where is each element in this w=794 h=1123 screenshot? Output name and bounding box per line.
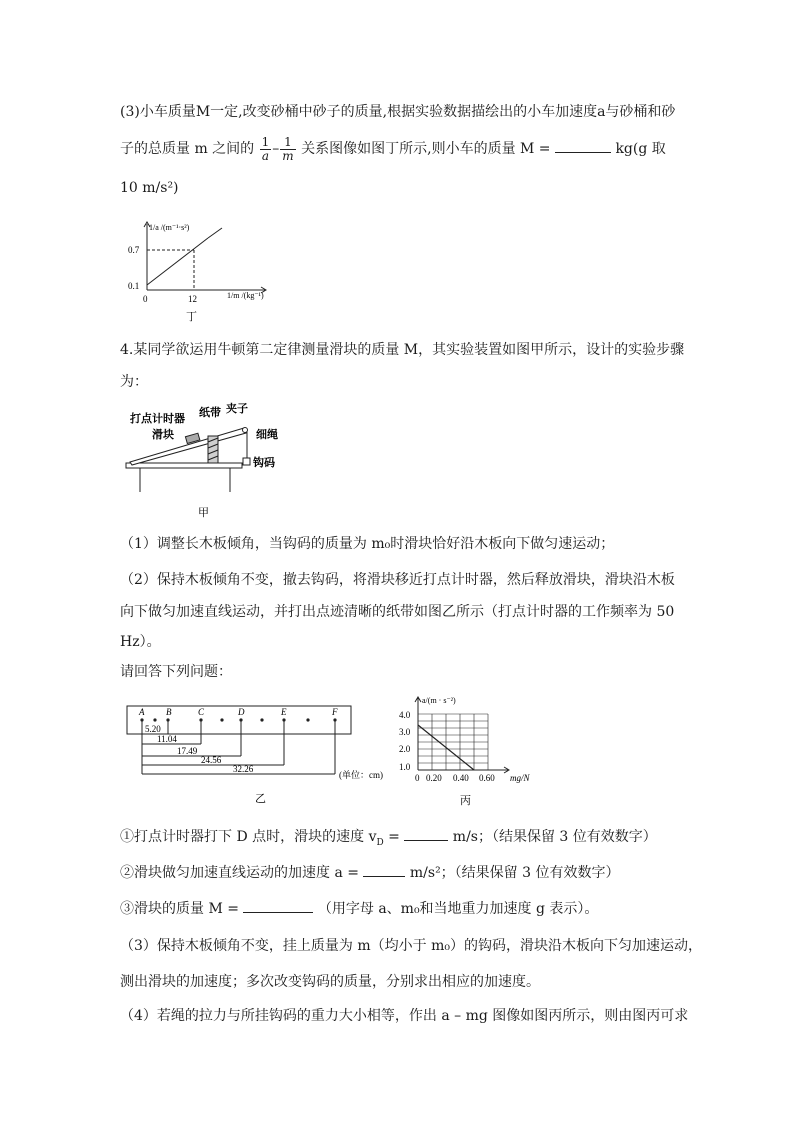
dist-label-17.49: 17.49 <box>177 746 198 756</box>
unit-label: (单位：cm) <box>339 770 383 780</box>
point-B: B <box>166 707 172 717</box>
q3-line2 <box>120 132 666 166</box>
fraction-1-over-a: $\frac{1}{a}$ <box>261 134 270 163</box>
dist-label-24.56: 24.56 <box>201 755 222 765</box>
dist-label-5.20: 5.20 <box>145 724 161 734</box>
hook-weight <box>243 458 250 465</box>
answer-2-text: ②滑块做匀加速直线运动的加速度 a = <box>120 865 359 881</box>
ding-caption: 丁 <box>186 311 197 323</box>
answer-1-eq: = <box>383 829 400 845</box>
bing-xtick-0.40: 0.40 <box>453 773 469 783</box>
table-top <box>126 463 242 468</box>
answer-blank-mass[interactable] <box>555 138 611 153</box>
answer-blank-velocity[interactable] <box>404 826 448 841</box>
ding-tick-0.7: 0.7 <box>128 245 140 255</box>
q3-line1: (3)小车质量M一定,改变砂桶中砂子的质量,根据实验数据描绘出的小车加速度a与砂桶和砂 <box>120 104 676 120</box>
label-tape: 纸带 <box>199 407 221 419</box>
figure-bing-graph <box>396 692 546 810</box>
label-clip: 夹子 <box>226 403 248 415</box>
jia-caption: 甲 <box>198 507 209 519</box>
figure-jia-apparatus <box>122 402 282 522</box>
ding-tick-0.1: 0.1 <box>128 281 140 291</box>
point-C: C <box>198 707 205 717</box>
bing-ytick-2.0: 2.0 <box>399 744 411 754</box>
ding-tick-12: 12 <box>188 294 197 304</box>
ding-x-label: 1/m /(kg⁻¹) <box>227 291 264 300</box>
bing-x-label: mg/N <box>510 773 530 783</box>
minus-sign: – <box>272 141 280 157</box>
q3-line2-c: kg(g 取 <box>615 141 666 157</box>
answer-3-tail: （用字母 a、m₀和当地重力加速度 g 表示）。 <box>317 901 599 917</box>
answer-3 <box>120 898 598 919</box>
label-rope: 细绳 <box>256 429 278 441</box>
step2-line1: （2）保持木板倾角不变，撤去钩码，将滑块移近打点计时器，然后释放滑块，滑块沿木板 <box>120 572 675 588</box>
dist-label-11.04: 11.04 <box>157 734 177 744</box>
answer-1-tail: m/s；（结果保留 3 位有效数字） <box>452 829 657 845</box>
answer-blank-mass-expression[interactable] <box>243 898 313 913</box>
answer-3-text: ③滑块的质量 M = <box>120 901 239 917</box>
figure-ding-graph <box>120 218 290 326</box>
bing-ytick-1.0: 1.0 <box>399 762 411 772</box>
answer-1 <box>120 826 657 853</box>
point-A: A <box>139 707 145 717</box>
q4-line1: 4.某同学欲运用牛顿第二定律测量滑块的质量 M，其实验装置如图甲所示，设计的实验步骤 <box>120 342 685 358</box>
bing-caption: 丙 <box>460 795 471 807</box>
point-E: E <box>281 707 287 717</box>
incline-board <box>130 428 246 465</box>
q3-line2-b: 关系图像如图丁所示,则小车的质量 M = <box>301 141 551 157</box>
answer-2 <box>120 862 620 883</box>
q3-line2-a: 子的总质量 m 之间的 <box>120 141 255 157</box>
q3-line3: 10 m/s²) <box>120 180 179 196</box>
figure-yi-tape <box>124 702 394 810</box>
dist-label-32.26: 32.26 <box>233 764 254 774</box>
point-D: D <box>238 707 245 717</box>
ding-tick-origin: 0 <box>143 294 148 304</box>
answer-1-sub: D <box>376 837 384 848</box>
answer-blank-acceleration[interactable] <box>363 862 405 877</box>
bing-ytick-4.0: 4.0 <box>399 710 411 720</box>
step3-line2: 测出滑块的加速度；多次改变钩码的质量，分别求出相应的加速度。 <box>120 974 540 990</box>
step2-line2: 向下做匀加速直线运动，并打出点迹清晰的纸带如图乙所示（打点计时器的工作频率为 50 <box>120 604 675 620</box>
bing-y-label: a/(m · s⁻²) <box>422 696 456 705</box>
ding-y-label: 1/a /(m⁻¹·s²) <box>149 223 190 232</box>
prompt: 请回答下列问题： <box>120 664 232 680</box>
label-slider: 滑块 <box>152 429 174 441</box>
fraction-1-over-m: $\frac{1}{m}$ <box>282 134 294 163</box>
q4-line2: 为： <box>120 374 148 390</box>
bing-ytick-3.0: 3.0 <box>399 727 411 737</box>
bing-xtick-0.60: 0.60 <box>479 773 495 783</box>
bing-xtick-0.20: 0.20 <box>426 773 442 783</box>
answer-1-text: ①打点计时器打下 D 点时，滑块的速度 v <box>120 829 377 845</box>
label-weight: 钩码 <box>253 457 275 469</box>
step3-line1: （3）保持木板倾角不变，挂上质量为 m（均小于 m₀）的钩码，滑块沿木板向下匀加速运动， <box>120 938 702 954</box>
ding-data-line <box>147 238 208 285</box>
step4: （4）若绳的拉力与所挂钩码的重力大小相等，作出 a – mg 图像如图丙所示，则由图丙可求 <box>120 1008 689 1024</box>
answer-2-tail: m/s²；（结果保留 3 位有效数字） <box>409 865 620 881</box>
point-F: F <box>332 707 338 717</box>
step2-line3: Hz）。 <box>120 634 161 650</box>
label-timer: 打点计时器 <box>130 413 185 425</box>
yi-caption: 乙 <box>255 793 266 805</box>
bing-xtick-0: 0 <box>415 773 420 783</box>
step1: （1）调整长木板倾角，当钩码的质量为 m₀时滑块恰好沿木板向下做匀速运动； <box>120 536 615 552</box>
